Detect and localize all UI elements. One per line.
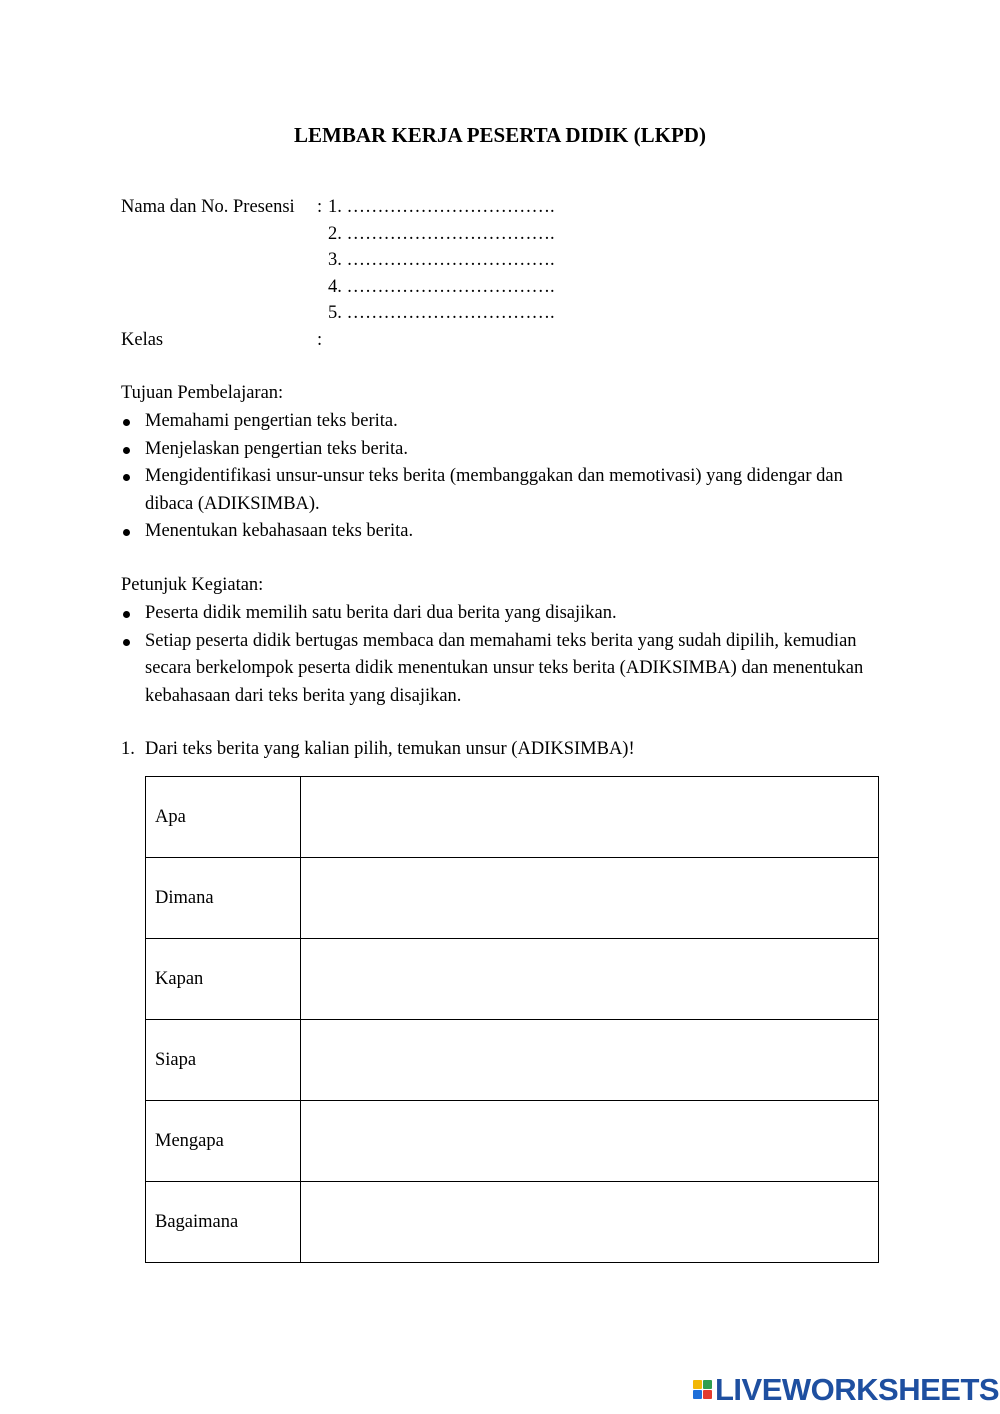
- bullet-icon: [123, 529, 130, 536]
- bullet-icon: [123, 447, 130, 454]
- page-title: LEMBAR KERJA PESERTA DIDIK (LKPD): [294, 123, 706, 147]
- answer-cell-mengapa[interactable]: [301, 1101, 879, 1182]
- petunjuk-heading: Petunjuk Kegiatan:: [121, 575, 264, 595]
- student-entry-5[interactable]: 5. …………………………….: [328, 303, 555, 323]
- kelas-row: [121, 327, 821, 354]
- kelas-label: Kelas: [121, 329, 164, 350]
- logo-block-1: [693, 1380, 702, 1389]
- row-label-mengapa: Mengapa: [146, 1101, 301, 1182]
- answer-cell-dimana[interactable]: [301, 858, 879, 939]
- bullet-icon: [123, 419, 130, 426]
- table-row: [146, 777, 879, 858]
- student-entry-1[interactable]: 1. …………………………….: [328, 197, 555, 217]
- petunjuk-item-1: Peserta didik memilih satu berita dari dua berita yang disajikan.: [145, 603, 617, 623]
- tujuan-item-4: Menentukan kebahasaan teks berita.: [145, 521, 414, 541]
- tujuan-heading: Tujuan Pembelajaran:: [121, 383, 284, 403]
- row-label-siapa: Siapa: [146, 1020, 301, 1101]
- petunjuk-list: [121, 600, 881, 710]
- question-text: Dari teks berita yang kalian pilih, temukan unsur (ADIKSIMBA)!: [145, 739, 635, 759]
- bullet-icon: [123, 474, 130, 481]
- answer-cell-siapa[interactable]: [301, 1020, 879, 1101]
- answer-cell-bagaimana[interactable]: [301, 1182, 879, 1263]
- logo-block-4: [703, 1390, 712, 1399]
- table-row: [146, 939, 879, 1020]
- identity-row-4: [121, 274, 821, 301]
- table-row: [146, 1182, 879, 1263]
- petunjuk-section: [121, 572, 881, 710]
- student-entry-4[interactable]: 4. …………………………….: [328, 276, 555, 297]
- row-label-bagaimana: Bagaimana: [146, 1182, 301, 1263]
- list-item: [121, 518, 881, 546]
- list-item: [121, 600, 881, 628]
- answer-cell-kapan[interactable]: [301, 939, 879, 1020]
- identity-row-5: [121, 300, 821, 327]
- student-entry-2[interactable]: 2. …………………………….: [328, 223, 555, 244]
- identity-row-1: [121, 194, 821, 221]
- bullet-icon: [123, 611, 130, 618]
- logo-block-2: [703, 1380, 712, 1389]
- question-1: [121, 736, 635, 763]
- identity-section: [121, 194, 821, 353]
- tujuan-list: [121, 408, 881, 546]
- nama-label: Nama dan No. Presensi: [121, 197, 295, 217]
- identity-row-2: [121, 221, 821, 248]
- logo-block-3: [693, 1390, 702, 1399]
- kelas-colon: :: [317, 329, 323, 350]
- logo-wordmark: LIVEWORKSHEETS: [715, 1371, 1000, 1407]
- row-label-apa: Apa: [146, 777, 301, 858]
- tujuan-item-3: Mengidentifikasi unsur-unsur teks berita (membanggakan dan memotivasi) yang didengar dan dibaca (ADIKSIMBA).: [145, 466, 843, 514]
- tujuan-section: [121, 380, 881, 546]
- table-row: [146, 858, 879, 939]
- student-entry-3[interactable]: 3. …………………………….: [328, 250, 555, 270]
- adiksimba-table: [145, 776, 879, 1263]
- tujuan-item-1: Memahami pengertian teks berita.: [145, 411, 398, 431]
- table-row: [146, 1101, 879, 1182]
- list-item: [121, 463, 881, 518]
- row-label-dimana: Dimana: [146, 858, 301, 939]
- list-item: [121, 628, 881, 711]
- row-label-kapan: Kapan: [146, 939, 301, 1020]
- answer-cell-apa[interactable]: [301, 777, 879, 858]
- list-item: [121, 436, 881, 464]
- question-number: 1.: [121, 739, 135, 759]
- bullet-icon: [123, 639, 130, 646]
- petunjuk-item-2: Setiap peserta didik bertugas membaca dan memahami teks berita yang sudah dipilih, kemudian secara berkelompok peserta didik menentukan unsur teks berita (ADIKSIMBA) dan menentukan kebahasaan dari teks berita yang disajikan.: [145, 630, 864, 706]
- nama-colon: :: [317, 197, 323, 217]
- table-row: [146, 1020, 879, 1101]
- logo-blocks-icon: [693, 1380, 712, 1399]
- list-item: [121, 408, 881, 436]
- liveworksheets-logo: [693, 1371, 1000, 1407]
- tujuan-item-2: Menjelaskan pengertian teks berita.: [145, 438, 409, 459]
- identity-row-3: [121, 247, 821, 274]
